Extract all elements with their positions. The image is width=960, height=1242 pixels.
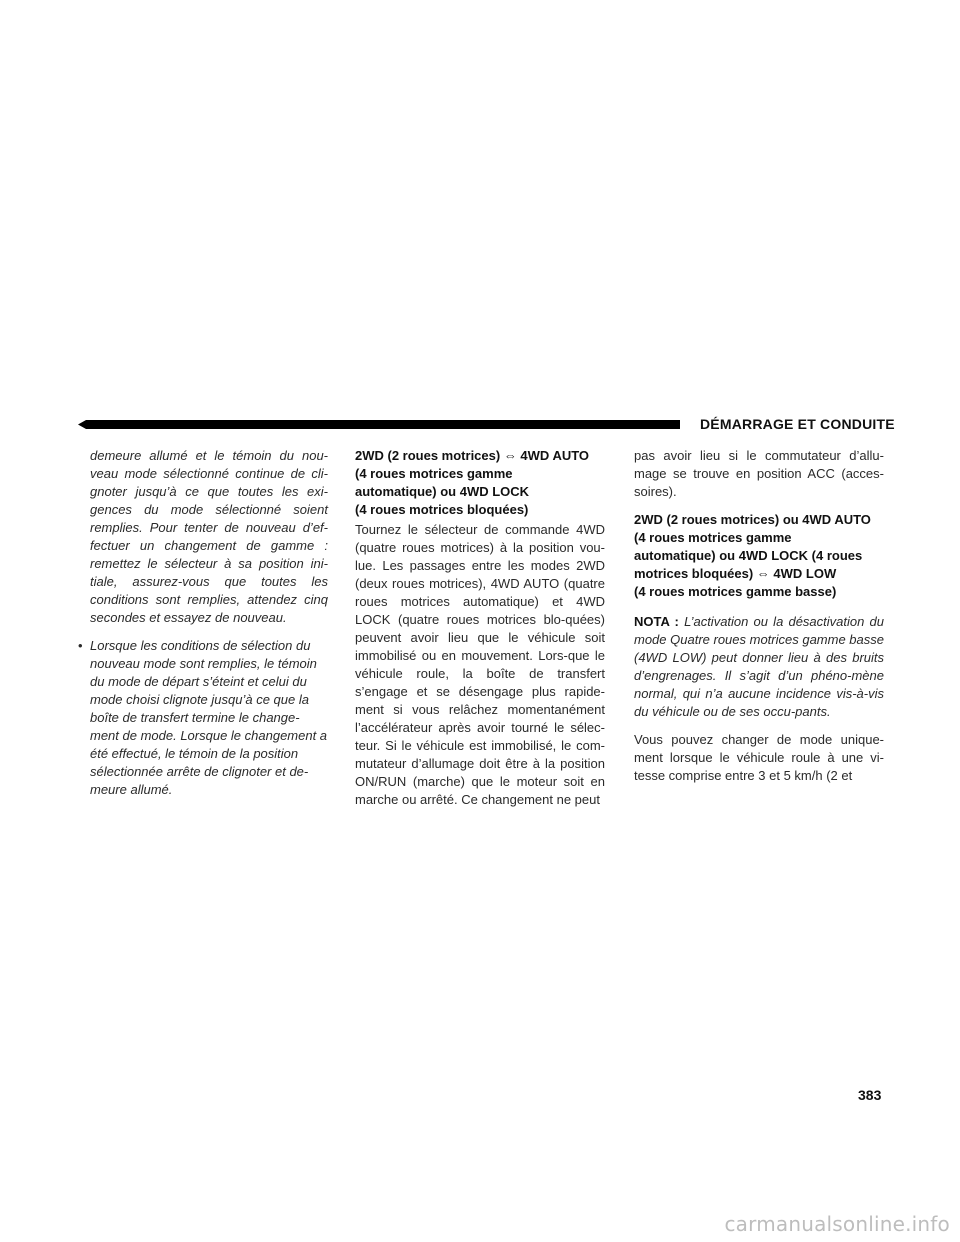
note-paragraph bbox=[634, 613, 884, 721]
heading-line: 2WD (2 roues motrices) ⇔ 4WD AUTO bbox=[355, 448, 590, 463]
note-text: L’activation ou la désactivation du mode Quatre roues motrices gamme basse (4WD LOW) peut donner lieu à des bruits d’engrenages. Il s’agit d’un phéno-mène normal, qui n’a aucune incidence vis-à-vis du véhicule ou de ses occu-pants. bbox=[634, 614, 884, 719]
continuation-paragraph: demeure allumé et le témoin du nou-veau mode sélectionné continue de cli-gnoter jusqu’à ce que toutes les exi-gences du mode sélectionné soient remplies. Pour tenter de nouveau d’ef-fectuer un changement de gamme : remettez le sélecteur à sa position ini-tiale, assurez-vous que toutes les conditions sont remplies, attendez cinq secondes et essayez de nouveau. bbox=[90, 448, 328, 625]
heading-line: (4 roues motrices bloquées) bbox=[355, 502, 529, 517]
heading-line: (4 roues motrices gamme bbox=[634, 530, 792, 545]
heading-line: 2WD (2 roues motrices) ou 4WD AUTO bbox=[634, 512, 871, 527]
heading-line: motrices bloquées) ⇔ 4WD LOW bbox=[634, 566, 837, 581]
body-paragraph: Vous pouvez changer de mode unique-ment lorsque le véhicule roule à une vi-tesse comprise entre 3 et 5 km/h (2 et bbox=[634, 732, 884, 783]
heading-line: automatique) ou 4WD LOCK (4 roues bbox=[634, 548, 863, 563]
section-title: DÉMARRAGE ET CONDUITE bbox=[700, 416, 895, 432]
column-1 bbox=[78, 447, 328, 799]
header-rule bbox=[78, 420, 680, 429]
column-3 bbox=[634, 447, 884, 795]
heading-line: (4 roues motrices gamme basse) bbox=[634, 584, 837, 599]
bullet-icon: • bbox=[78, 638, 83, 653]
bullet-item bbox=[78, 637, 328, 799]
section-heading-4wd-low bbox=[634, 511, 884, 601]
heading-line: (4 roues motrices gamme bbox=[355, 466, 513, 481]
note-label: NOTA : bbox=[634, 614, 679, 629]
section-heading-2wd-4wd bbox=[355, 447, 605, 519]
column-2 bbox=[355, 447, 605, 819]
heading-line: automatique) ou 4WD LOCK bbox=[355, 484, 530, 499]
body-paragraph: Tournez le sélecteur de commande 4WD (quatre roues motrices) à la position vou-lue. Les passages entre les modes 2WD (deux roues motrices), 4WD AUTO (quatre roues motrices automatique) et 4WD LOCK (quatre roues motrices blo-quées) peuvent avoir lieu que le véhicule soit immobilisé ou en mouvement. Lors-que le véhicule roule, la boîte de transfert s’engage et se désengage plus rapide-ment si vous relâchez momentanément l’accélérateur après avoir tourné le sélec-teur. Si le véhicule est immobilisé, le com-mutateur d’allumage doit être à la position ON/RUN (marche) que le moteur soit en marche ou arrêté. Ce changement ne peut bbox=[355, 522, 605, 807]
bullet-text: Lorsque les conditions de sélection du nouveau mode sont remplies, le témoin du mode de départ s’éteint et celui du mode choisi clignote jusqu’à ce que la boîte de transfert termine le change-ment de mode. Lorsque le changement a été effectué, le témoin de la position sélectionnée arrête de clignoter et de-meure allumé. bbox=[90, 638, 328, 797]
watermark-text: carmanualsonline.info bbox=[724, 1212, 950, 1236]
continuation-paragraph: pas avoir lieu si le commutateur d’allu-mage se trouve en position ACC (acces-soires). bbox=[634, 448, 884, 499]
page-number: 383 bbox=[858, 1087, 882, 1103]
